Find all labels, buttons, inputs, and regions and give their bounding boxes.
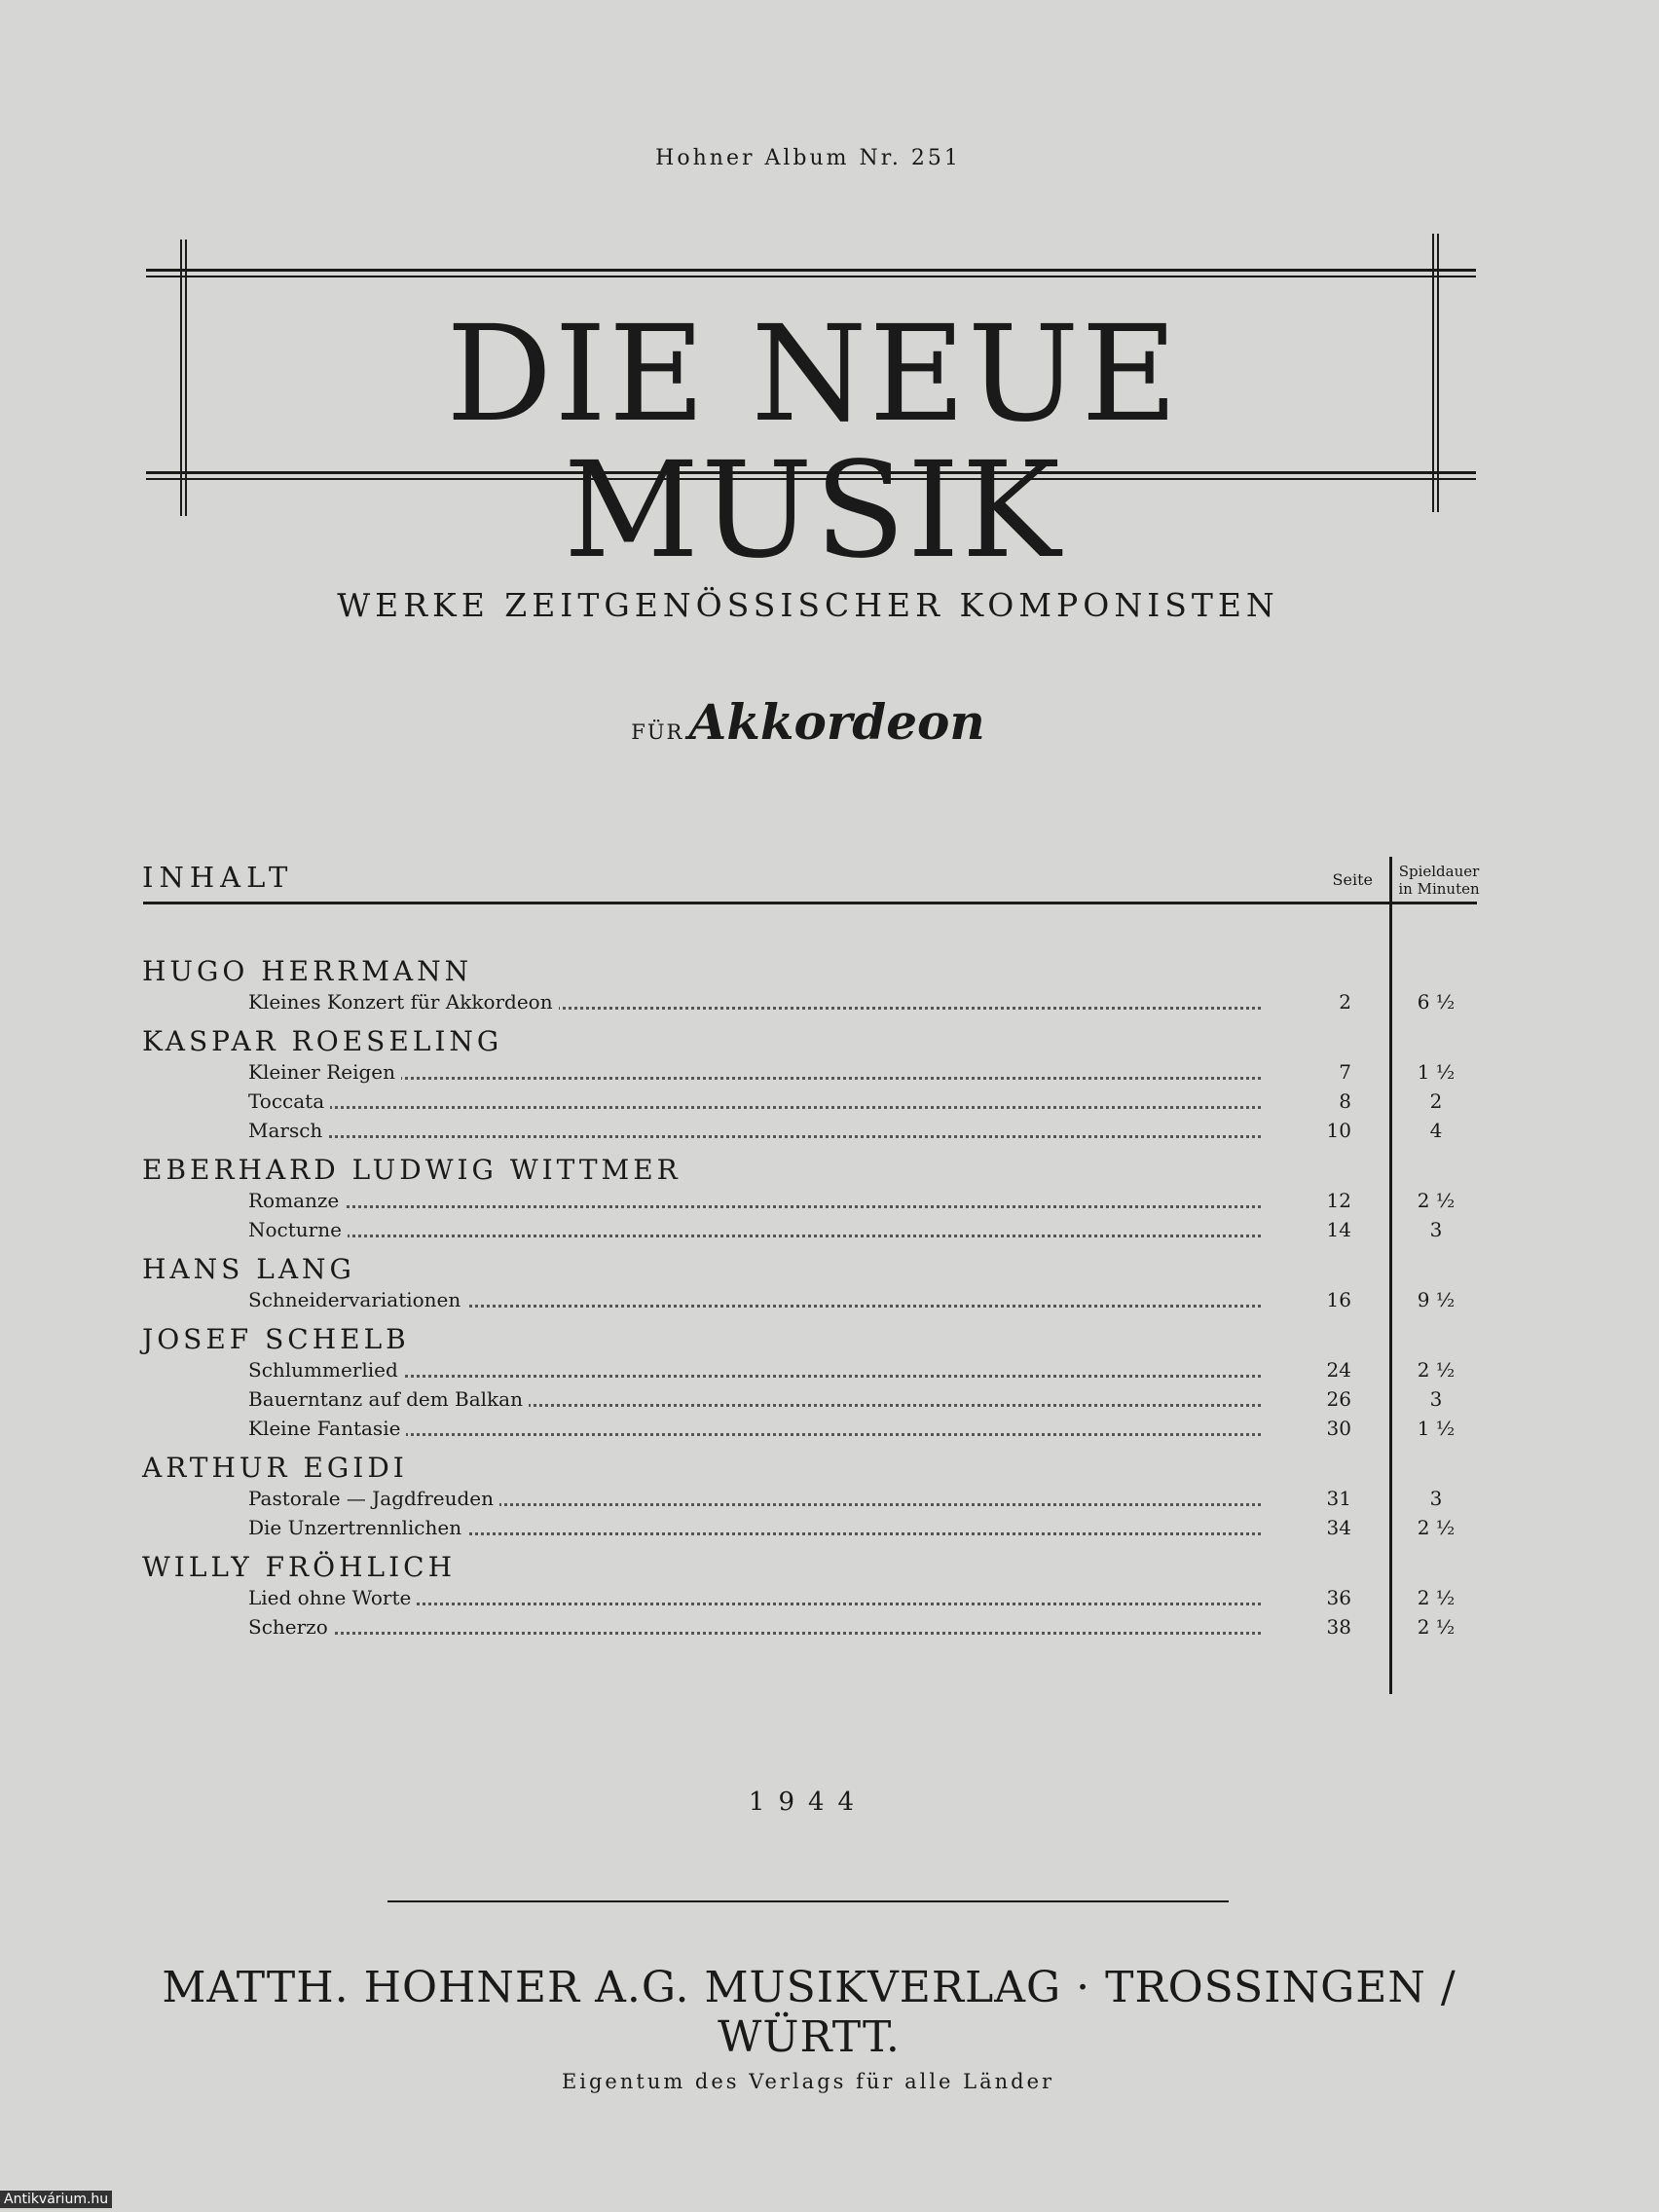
- work-title: Schneidervariationen: [248, 1288, 466, 1311]
- toc-entry: [0, 1513, 1659, 1542]
- composer-name: WILLY FRÖHLICH: [142, 1551, 456, 1583]
- toc-entry: [0, 1285, 1659, 1314]
- work-page: 34: [1326, 1516, 1351, 1539]
- album-number: Hohner Album Nr. 251: [655, 146, 961, 170]
- toc-entry: [0, 1414, 1659, 1443]
- work-duration: 3: [1429, 1487, 1443, 1510]
- work-duration: 2 ½: [1417, 1615, 1456, 1639]
- toc-duration-column-header: [1394, 863, 1484, 898]
- toc-entry-title-cell: [248, 1057, 1261, 1087]
- work-page: 8: [1339, 1089, 1351, 1113]
- work-title: Kleiner Reigen: [248, 1060, 401, 1084]
- rights-notice: Eigentum des Verlags für alle Länder: [561, 2070, 1055, 2093]
- work-page: 10: [1326, 1119, 1351, 1142]
- work-title: Toccata: [248, 1089, 330, 1113]
- toc-entry: [0, 1116, 1659, 1145]
- work-duration: 3: [1429, 1387, 1443, 1411]
- work-duration: 2: [1429, 1089, 1443, 1113]
- work-page: 36: [1326, 1586, 1351, 1609]
- leader-dots: [248, 1106, 1261, 1109]
- toc-entry-title-cell: [248, 1484, 1261, 1513]
- work-page: 16: [1326, 1288, 1351, 1311]
- duration-header-line-1: Spieldauer: [1398, 863, 1480, 880]
- work-page: 31: [1326, 1487, 1351, 1510]
- publisher: MATTH. HOHNER A.G. MUSIKVERLAG · TROSSINGEN / WÜRTT.: [162, 1963, 1456, 2062]
- toc-entry: [0, 1355, 1659, 1384]
- toc-header-rule: [143, 902, 1477, 904]
- toc-page-column-header: Seite: [1332, 870, 1373, 889]
- toc-entry: [0, 1583, 1659, 1612]
- composer-name: ARTHUR EGIDI: [142, 1452, 408, 1484]
- toc-entry-title-cell: [248, 1612, 1261, 1641]
- toc-entry-title-cell: [248, 1513, 1261, 1542]
- work-title: Kleine Fantasie: [248, 1417, 406, 1440]
- work-duration: 2 ½: [1417, 1516, 1456, 1539]
- toc-entry-title-cell: [248, 1186, 1261, 1215]
- work-duration: 2 ½: [1417, 1358, 1456, 1382]
- work-page: 26: [1326, 1387, 1351, 1411]
- toc-entry-title-cell: [248, 1583, 1261, 1612]
- toc-entry: [0, 1484, 1659, 1513]
- work-title: Romanze: [248, 1189, 345, 1212]
- work-page: 38: [1326, 1615, 1351, 1639]
- work-page: 7: [1339, 1060, 1351, 1084]
- work-title: Nocturne: [248, 1218, 348, 1241]
- page-title: DIE NEUE MUSIK: [446, 298, 1180, 588]
- work-title: Die Unzertrennlichen: [248, 1516, 467, 1539]
- work-title: Kleines Konzert für Akkordeon: [248, 990, 559, 1014]
- toc-entry-title-cell: [248, 1355, 1261, 1384]
- work-page: 30: [1326, 1417, 1351, 1440]
- composer-name: HANS LANG: [142, 1253, 355, 1285]
- leader-dots: [248, 1632, 1261, 1635]
- instrument-line: [0, 693, 1616, 751]
- work-title: Bauerntanz auf dem Balkan: [248, 1387, 529, 1411]
- toc-entry-title-cell: [248, 987, 1261, 1016]
- table-of-contents: [0, 956, 1659, 1651]
- publication-year: 1944: [748, 1788, 868, 1817]
- toc-entry: [0, 1057, 1659, 1087]
- work-page: 14: [1326, 1218, 1351, 1241]
- work-title: Marsch: [248, 1119, 328, 1142]
- toc-entry: [0, 1087, 1659, 1116]
- work-duration: 2 ½: [1417, 1586, 1456, 1609]
- watermark: Antikvárium.hu: [0, 2191, 112, 2208]
- work-page: 24: [1326, 1358, 1351, 1382]
- work-duration: 2 ½: [1417, 1189, 1456, 1212]
- work-title: Scherzo: [248, 1615, 334, 1639]
- toc-entry-title-cell: [248, 1414, 1261, 1443]
- toc-entry: [0, 1384, 1659, 1414]
- toc-entry-title-cell: [248, 1285, 1261, 1314]
- work-title: Schlummerlied: [248, 1358, 404, 1382]
- toc-entry: [0, 1186, 1659, 1215]
- toc-heading: INHALT: [142, 861, 294, 894]
- toc-entry: [0, 1612, 1659, 1641]
- work-duration: 6 ½: [1417, 990, 1456, 1014]
- composer-spacer: [0, 1641, 1659, 1651]
- toc-entry-title-cell: [248, 1116, 1261, 1145]
- toc-entry-title-cell: [248, 1384, 1261, 1414]
- toc-entry-title-cell: [248, 1087, 1261, 1116]
- work-duration: 4: [1429, 1119, 1443, 1142]
- work-page: 2: [1339, 990, 1351, 1014]
- toc-entry: [0, 987, 1659, 1016]
- work-duration: 3: [1429, 1218, 1443, 1241]
- leader-dots: [248, 1205, 1261, 1208]
- leader-dots: [248, 1135, 1261, 1138]
- duration-header-line-2: in Minuten: [1398, 880, 1480, 898]
- composer-name: KASPAR ROESELING: [142, 1025, 503, 1057]
- publisher-divider: [387, 1900, 1229, 1902]
- composer-name: EBERHARD LUDWIG WITTMER: [142, 1154, 682, 1186]
- work-page: 12: [1326, 1189, 1351, 1212]
- work-title: Lied ohne Worte: [248, 1586, 417, 1609]
- for-label: FÜR: [631, 720, 684, 744]
- composer-name: JOSEF SCHELB: [142, 1323, 410, 1355]
- work-title: Pastorale — Jagdfreuden: [248, 1487, 499, 1510]
- subtitle: WERKE ZEITGENÖSSISCHER KOMPONISTEN: [337, 586, 1279, 624]
- toc-entry-title-cell: [248, 1215, 1261, 1244]
- composer-name: HUGO HERRMANN: [142, 955, 473, 987]
- work-duration: 9 ½: [1417, 1288, 1456, 1311]
- frame-top-rule: [146, 269, 1476, 277]
- work-duration: 1 ½: [1417, 1417, 1456, 1440]
- work-duration: 1 ½: [1417, 1060, 1456, 1084]
- instrument-name: Akkordeon: [688, 693, 985, 751]
- toc-entry: [0, 1215, 1659, 1244]
- leader-dots: [248, 1235, 1261, 1237]
